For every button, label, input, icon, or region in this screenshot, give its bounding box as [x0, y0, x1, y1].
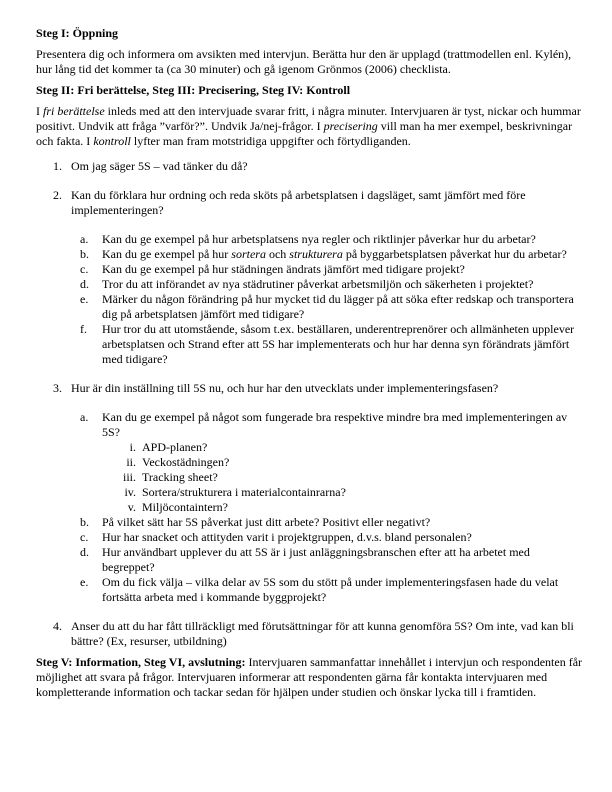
- question-2b: b. Kan du ge exempel på hur sortera och strukturera på byggarbetsplatsen påverkat hur du arbetar?: [80, 247, 567, 261]
- question-text: Om jag säger 5S – vad tänker du då?: [71, 159, 248, 173]
- question-3e: e. Om du fick välja – vilka delar av 5S som du stött på under implementeringsfasen hade du velat fortsätta arbeta med i kommande byggprojekt?: [80, 575, 559, 604]
- step5-6-heading: Steg V: Information, Steg VI, avslutning:: [36, 655, 246, 669]
- question-2: [36, 188, 584, 218]
- question-2d: d. Tror du att införandet av nya städrutiner påverkat arbetsmiljön och säkerheten i projektet?: [80, 277, 534, 291]
- question-3: [36, 381, 584, 396]
- question-text: Anser du att du har fått tillräckligt med förutsättningar för att kunna genomföra 5S? Om inte, vad kan bli bättre? (Ex, resurser, utbildning): [71, 619, 574, 648]
- question-text: Kan du förklara hur ordning och reda sköts på arbetsplatsen i dagsläget, samt jämfört med före implementeringen?: [71, 188, 526, 217]
- step2-4-text: I fri berättelse inleds med att den intervjuade svarar fritt, i några minuter. Intervjuaren är tyst, nickar och hummar positivt. Undvik att fråga ”varför?”. Undvik Ja/nej-frågor. I precisering vill man ha mer exempel, beskrivningar och fakta. I kontroll lyfter man fram motstridiga uppgifter och förtydliganden.: [36, 104, 581, 148]
- question-text: Hur är din inställning till 5S nu, och hur har den utvecklats under implementeringsfasen?: [71, 381, 499, 395]
- question-3d: d. Hur användbart upplever du att 5S är i just anläggningsbranschen efter att ha arbetet med begreppet?: [80, 545, 530, 574]
- question-number: 2.: [53, 188, 62, 202]
- step1-text: Presentera dig och informera om avsikten med intervjun. Berätta hur den är upplagd (trattmodellen enl. Kylén), hur lång tid det kommer ta (ca 30 minuter) och gå igenom Grönmos (2006) checklista.: [36, 47, 572, 76]
- question-3c: c. Hur har snacket och attityden varit i projektgruppen, d.v.s. bland personalen?: [80, 530, 472, 544]
- question-1: [36, 159, 584, 174]
- question-4: [36, 619, 584, 649]
- step1-heading: Steg I: Öppning: [36, 26, 119, 40]
- question-3a-iv: iv. Sortera/strukturera i materialcontainrarna?: [124, 485, 346, 499]
- question-number: 4.: [53, 619, 62, 633]
- question-2e: e. Märker du någon förändring på hur mycket tid du lägger på att söka efter redskap och transportera dig på arbetsplatsen jämfört med tidigare?: [80, 292, 574, 321]
- question-2f: f. Hur tror du att utomstående, såsom t.ex. beställaren, underentreprenörer och allmänheten upplever arbetsplatsen och Strand efter att 5S har implementerats och hur har denna syn förändrats jämfört med tidigare?: [80, 322, 575, 366]
- question-3a-i: i. APD-planen?: [129, 440, 208, 454]
- question-3a-v: v. Miljöcontaintern?: [127, 500, 228, 514]
- question-number: 3.: [53, 381, 62, 395]
- question-number: 1.: [53, 159, 62, 173]
- question-3b: b. På vilket sätt har 5S påverkat just ditt arbete? Positivt eller negativt?: [80, 515, 431, 529]
- step5-6-text: Steg V: Information, Steg VI, avslutning: Intervjuaren sammanfattar innehållet i intervjun och respondenten får möjlighet att svara på frågor. Intervjuaren informerar att respondenten gärna får kontakta intervjuaren med kompletterande information och tackar sedan för hjälpen under studien och önskar lycka till i framtiden.: [36, 655, 583, 699]
- step2-4-heading: Steg II: Fri berättelse, Steg III: Precisering, Steg IV: Kontroll: [36, 83, 351, 97]
- question-3a-ii: ii. Veckostädningen?: [126, 455, 230, 469]
- question-3a: a. Kan du ge exempel på något som fungerade bra respektive mindre bra med implementeringen av 5S?: [80, 410, 568, 439]
- question-2a: a. Kan du ge exempel på hur arbetsplatsens nya regler och riktlinjer påverkar hur du arbetar?: [80, 232, 536, 246]
- question-3a-iii: iii. Tracking sheet?: [122, 470, 218, 484]
- interview-guide-page: [36, 26, 584, 700]
- question-2c: c. Kan du ge exempel på hur städningen ändrats jämfört med tidigare projekt?: [80, 262, 465, 276]
